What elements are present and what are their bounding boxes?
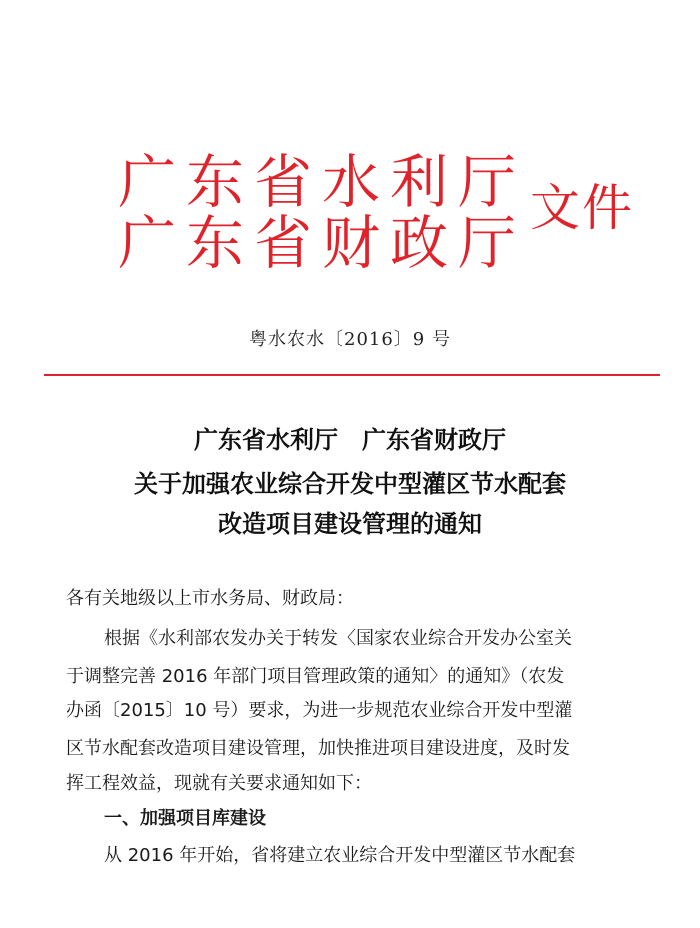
- paragraph-1-line-5: 挥工程效益，现就有关要求通知如下：: [66, 773, 372, 794]
- title-line-2: 关于加强农业综合开发中型灌区节水配套: [134, 469, 566, 498]
- paragraph-1-line-3: 办函〔2015〕10 号）要求，为进一步规范农业综合开发中型灌: [66, 700, 573, 721]
- document-number: 粤水农水〔2016〕9 号: [249, 329, 451, 350]
- section-1-heading: 一、加强项目库建设: [104, 808, 266, 829]
- issuer-name-water-resources: 广东省水利厅: [118, 148, 527, 216]
- title-line-3: 改造项目建设管理的通知: [218, 509, 482, 538]
- document-kind-label: 文件: [530, 179, 634, 237]
- paragraph-1-line-2: 于调整完善 2016 年部门项目管理政策的通知〉的通知》（农发: [66, 666, 565, 687]
- paragraph-1-line-4: 区节水配套改造项目建设管理，加快推进项目建设进度，及时发: [66, 738, 570, 759]
- issuer-name-finance: 广东省财政厅: [118, 209, 527, 277]
- paragraph-2-line-1: 从 2016 年开始，省将建立农业综合开发中型灌区节水配套: [104, 845, 576, 866]
- paragraph-1-line-1: 根据《水利部农发办关于转发〈国家农业综合开发办公室关: [104, 628, 572, 649]
- red-divider-line: [44, 374, 660, 376]
- addressee-line: 各有关地级以上市水务局、财政局：: [66, 588, 354, 609]
- title-line-1: 广东省水利厅 广东省财政厅: [194, 425, 506, 454]
